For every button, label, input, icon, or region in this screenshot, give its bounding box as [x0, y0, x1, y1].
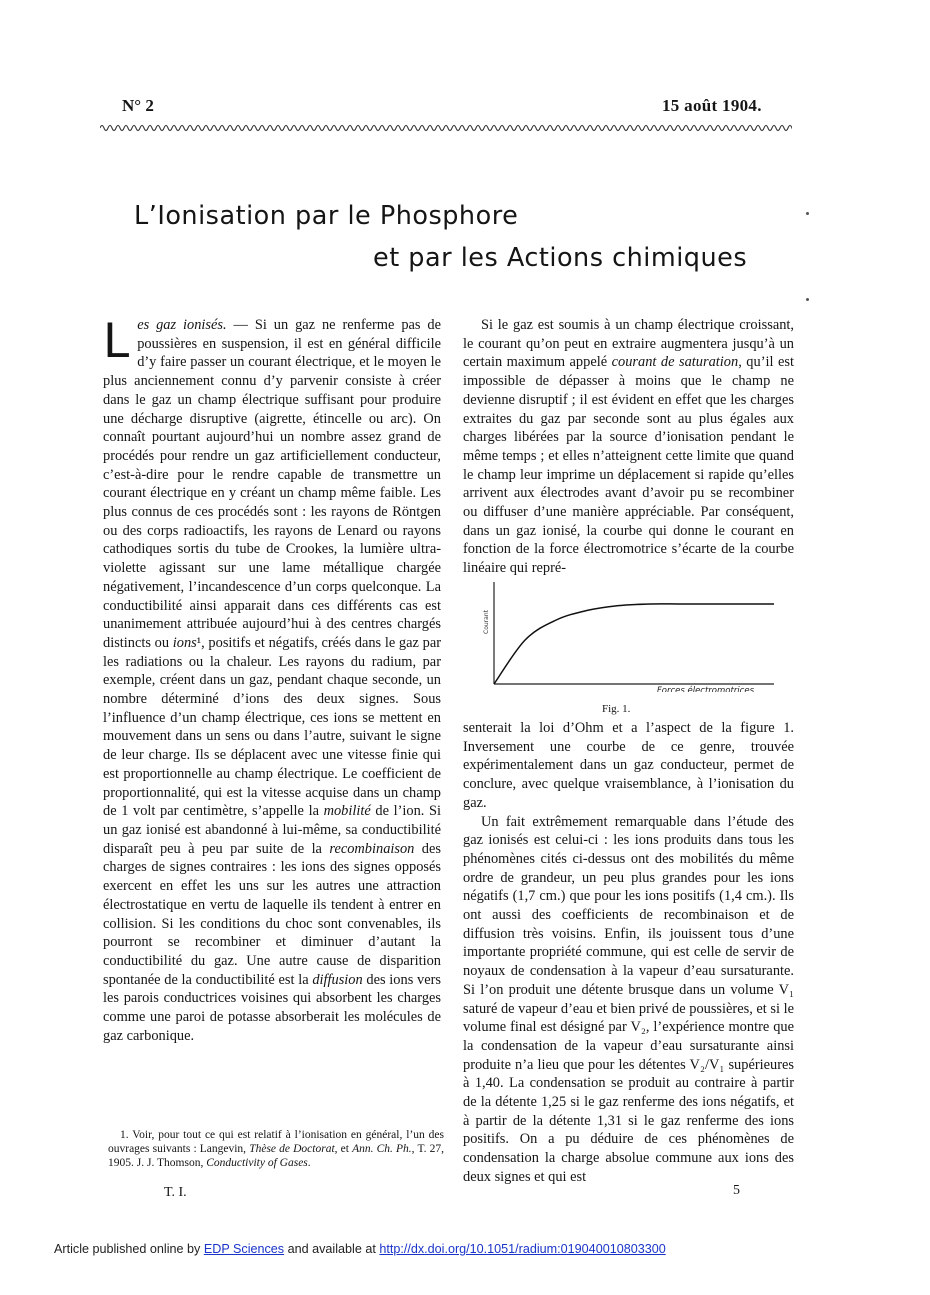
figure-caption: Fig. 1. — [602, 703, 631, 715]
term-recombinaison: recombinaison — [329, 840, 415, 857]
footnote-ref-journal: Ann. Ch. Ph. — [352, 1143, 412, 1155]
paragraph-text: , qu’il est impossible de dépasser à moins que le champ ne devienne disruptif ; il est évident en effet que les charges extraites du gaz par seconde sont au plus égales aux charges libérées par la source d’ionisation pendant le même temps ; et elles n’atteignent cette limite que quand le champ leur imprime un déplacement si rapide qu’elles arrivent aux électrodes avant d’avoir pu se recombiner ou diffuser d’une manière appréciable. Par conséquent, dans un gaz ionisé, la courbe qui donne le courant en fonction de la force électromotrice s’écarte de la courbe linéaire qui repré- — [463, 354, 794, 577]
y-axis-label: Courant — [483, 610, 490, 634]
paragraph-text: des charges de signes contraires : les ions des signes opposés exercent en effet les uns sur les autres une attraction électrostatique en vertu de laquelle ils tendent à entrer en collision. Si les conditions du choc sont convenables, ils pourront se recombiner et diminuer d’autant la conductibilité du gaz. Une autre cause de disparition spontanée de la conductibilité est la — [103, 840, 441, 988]
page-number: 5 — [733, 1183, 740, 1198]
footnote-text: . — [307, 1157, 311, 1169]
right-column-top — [463, 316, 794, 578]
volume-mark: T. I. — [164, 1185, 187, 1200]
term-ions: ions — [172, 634, 197, 651]
publisher-link[interactable]: EDP Sciences — [203, 1242, 285, 1256]
footnote-text: , et — [334, 1143, 353, 1155]
footnote-ref-title: Thèse de Doctorat — [249, 1143, 335, 1155]
right-column-bottom — [463, 719, 794, 1187]
footnote — [108, 1128, 444, 1170]
chart-axes — [494, 582, 774, 684]
article-title-line-2: et par les Actions chimiques — [373, 243, 748, 273]
paragraph-text: senterait la loi d’Ohm et a l’aspect de la figure 1. Inversement une courbe de ce genre, trouvée expérimentalement dans un gaz conducteur, permet de conclure, avec quelque vraisemblance, à l’ionisation du gaz. — [463, 720, 794, 811]
paragraph-text: des ions vers les parois conductrices voisines qui absorbent les charges comme une paroi de potasse absorberait les molécules de gaz carbonique. — [103, 971, 441, 1044]
left-column — [103, 316, 441, 1045]
drop-cap: L — [103, 314, 130, 369]
paragraph-text: ¹, positifs et négatifs, créés dans le gaz par les radiations ou la chaleur. Les rayons du radium, par exemple, créent dans un gaz, pendant chaque seconde, un nombre déterminé d’ions des deux signes. Sous l’influence d’un champ électrique, ces ions se mettent en mouvement dans un sens ou dans l’autre, suivant le signe de leur charge. Ils se déplacent avec une vitesse finie qui est proportionnelle au champ électrique. Le coefficient de proportionnalité, qui est la vitesse acquise dans un champ de 1 volt par centimètre, s’appelle la — [103, 634, 441, 820]
footnote-text: 1. Voir, pour tout ce qui est relatif à l’ionisation en général, l’un des ouvrages suivants : Langevin, — [108, 1129, 444, 1155]
footer-text: Article published online by — [54, 1242, 204, 1256]
figure-1-chart — [478, 580, 778, 692]
footnote-text: , T. 27, 1905. J. J. Thomson, — [108, 1143, 444, 1169]
issue-date: 15 août 1904. — [662, 96, 762, 115]
term-mobilite: mobilité — [323, 803, 371, 820]
paragraph-text: de l’ion. Si un gaz ionisé est abandonné à lui-même, sa conductibilité disparaît peu à peu par suite de la — [103, 803, 442, 857]
scan-speck — [806, 212, 809, 215]
ornamental-divider — [100, 122, 792, 134]
paragraph-text: Un fait extrêmement remarquable dans l’étude des gaz ionisés est celui-ci : les ions produits dans tous les phénomènes cités ci-dessus ont des mobilités du même ordre de grandeur, un peu plus grandes pour les ions négatifs (1,7 cm.) que pour les ions positifs (1,4 cm.). Ils ont aussi des coefficients de recombinaison et de diffusion très voisins. Enfin, ils jouissent tous d’une importante propriété commune, qui est celle de servir de noyaux de condensation à la vapeur d’eau sursaturante. Si l’on produit une détente brusque dans un volume V₁ saturé de vapeur d’eau et bien privé de poussières, et si le volume final est désigné par V₂, l’expérience montre que la condensation de la vapeur d’eau sursaturante ainsi produite n’a lieu que pour les détentes V₂/V₁ supérieures à 1,40. La condensation se produit au contraire à partir de la détente 1,25 si le gaz renferme des ions négatifs, et à partir de la détente 1,31 si le gaz renferme des ions positifs. On a pu déduire de ces phénomènes de condensation la charge absolue commune aux ions des deux signes et qui est — [463, 813, 794, 1185]
article-title-line-1: L’Ionisation par le Phosphore — [134, 201, 519, 231]
paragraph-text: Si le gaz est soumis à un champ électrique croissant, le courant qu’on peut en extraire augmentera jusqu’à un certain maximum appelé — [463, 317, 794, 371]
doi-link[interactable]: http://dx.doi.org/10.1051/radium:019040010803300 — [379, 1242, 666, 1256]
issue-number: N° 2 — [122, 96, 154, 115]
footer-text: and available at — [284, 1242, 380, 1256]
footnote-ref-book: Conductivity of Gases — [206, 1157, 308, 1169]
term-diffusion: diffusion — [312, 971, 363, 988]
publication-footer — [54, 1242, 666, 1256]
paragraph-text: — Si un gaz ne renferme pas de poussières en suspension, il est en général difficile d’y faire passer un courant électrique, et le moyen le plus anciennement connu d’y parvenir consiste à créer dans le gaz un champ électrique suffisant pour produire une décharge disruptive (aigrette, étincelle ou arc). On connaît pourtant aujourd’hui un nombre assez grand de procédés pour rendre un gaz artificiellement conducteur, c’est-à-dire pour le rendre capable de transmettre un courant électrique en y créant un champ même faible. Les plus connus de ces procédés sont : les rayons de Röntgen ou des corps radioactifs, les rayons de Lenard ou rayons cathodiques sortis du tube de Crookes, la lumière ultra-violette agissant sur une lame métallique chargée négativement, l’incandescence d’un corps quelconque. La conductibilité ainsi apparait dans ces différents cas est unanimement attribuée aujourd’hui à des centres chargés distincts ou — [103, 317, 442, 651]
term-courant-saturation: courant de saturation — [611, 354, 739, 371]
current-curve — [494, 604, 774, 684]
section-lead: es gaz ionisés. — [137, 317, 227, 333]
scan-speck — [806, 298, 809, 301]
x-axis-label: Forces électromotrices — [656, 686, 754, 692]
